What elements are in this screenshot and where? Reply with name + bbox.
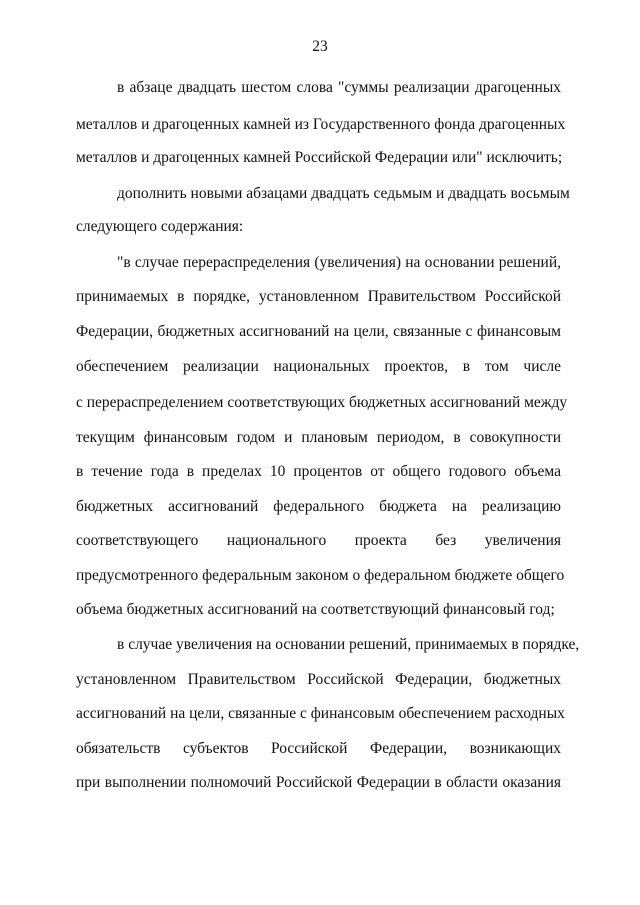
text-line: установленном Правительством Российской Федерации, бюджетных [76, 671, 561, 688]
text-line: металлов и драгоценных камней из Государственного фонда драгоценных [76, 116, 566, 133]
text-line: с перераспределением соответствующих бюджетных ассигнований между [76, 394, 568, 411]
text-line: при выполнении полномочий Российской Федерации в области оказания [76, 774, 561, 791]
text-line: соответствующего национального проекта без увеличения [76, 532, 561, 549]
text-line: ассигнований на цели, связанные с финансовым обеспечением расходных [76, 705, 565, 722]
text-line: в абзаце двадцать шестом слова "суммы реализации драгоценных [117, 79, 561, 96]
text-line: обеспечением реализации национальных проектов, в том числе [76, 358, 561, 375]
text-line: следующего содержания: [76, 218, 244, 235]
text-line: текущим финансовым годом и плановым периодом, в совокупности [76, 429, 561, 446]
text-line: обязательств субъектов Российской Федерации, возникающих [76, 740, 561, 757]
page-number: 23 [312, 38, 328, 55]
text-line: металлов и драгоценных камней Российской Федерации или" исключить; [76, 149, 563, 166]
text-line: в течение года в пределах 10 процентов от общего годового объема [76, 463, 561, 480]
text-line: объема бюджетных ассигнований на соответствующий финансовый год; [76, 601, 555, 618]
text-line: "в случае перераспределения (увеличения) на основании решений, [117, 254, 561, 271]
text-line: в случае увеличения на основании решений, принимаемых в порядке, [117, 636, 580, 653]
text-line: принимаемых в порядке, установленном Правительством Российской [76, 288, 561, 305]
text-line: дополнить новыми абзацами двадцать седьмым и двадцать восьмым [117, 185, 570, 202]
text-line: предусмотренного федеральным законом о федеральном бюджете общего [76, 567, 565, 584]
text-line: Федерации, бюджетных ассигнований на цели, связанные с финансовым [76, 323, 561, 340]
text-line: бюджетных ассигнований федерального бюджета на реализацию [76, 498, 561, 515]
